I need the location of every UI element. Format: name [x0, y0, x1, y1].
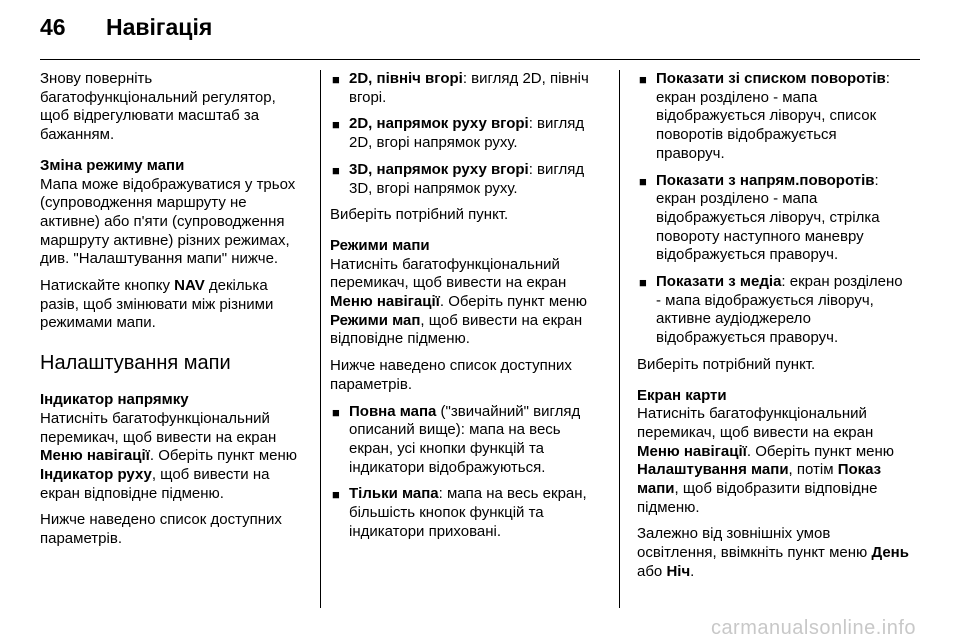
list-item: ■ 2D, напрямок руху вгорі: вигляд 2D, вгорі напрямок руху.	[332, 115, 585, 152]
page-number: 46	[40, 14, 66, 40]
paragraph: Натисніть багатофункціональний перемикач, щоб вивести на екран Меню навігації. Оберіть пункт меню Індикатор руху, щоб вивести на екран відповідне підменю.	[40, 409, 298, 502]
header-rule	[40, 59, 920, 60]
column-divider	[320, 70, 321, 608]
bullet-icon: ■	[332, 404, 340, 420]
paragraph: Натисніть багатофункціональний перемикач, щоб вивести на екран Меню навігації. Оберіть пункт меню Режими мап, щоб вивести на екран відповідне підменю.	[330, 255, 588, 348]
list-item: ■ Тільки мапа: мапа на весь екран, більшість кнопок функцій та індикатори приховані.	[332, 485, 587, 540]
menu-ref: Індикатор руху	[40, 465, 152, 483]
menu-ref: Режими мап	[330, 311, 421, 329]
list-item: ■ 3D, напрямок руху вгорі: вигляд 3D, вгорі напрямок руху.	[332, 160, 585, 197]
list-item: ■ Показати з медіа: екран розділено - мапа відображується ліворуч, активне аудіоджерело відображується праворуч.	[639, 273, 903, 347]
column-3	[637, 70, 909, 590]
map-modes-list	[330, 403, 602, 542]
indicator-heading: Індикатор напрямку	[40, 391, 189, 409]
modes-heading: Режими мапи	[330, 236, 430, 254]
page-header	[40, 14, 212, 50]
list-item: ■ Повна мапа ("звичайний" вигляд описаний вище): мапа на весь екран, усі кнопки функцій та індикатори відображуються.	[332, 402, 581, 476]
bullet-icon: ■	[332, 117, 340, 133]
section-heading: Налаштування мапи	[40, 352, 231, 375]
page-title: Навігація	[106, 14, 213, 40]
paragraph: Нижче наведено список доступних параметрів.	[330, 357, 572, 393]
column-1	[40, 70, 302, 557]
bullet-icon: ■	[332, 487, 340, 503]
paragraph: Натискайте кнопку NAV декілька разів, щоб змінювати між різними режимами мапи.	[40, 277, 274, 332]
paragraph: Залежно від зовнішніх умов освітлення, ввімкніть пункт меню День або Ніч.	[637, 525, 909, 580]
menu-ref: Показ мапи	[637, 461, 882, 498]
paragraph: Знову поверніть багатофункціональний регулятор, щоб відрегулювати масштаб за бажанням.	[40, 70, 276, 144]
bullet-icon: ■	[639, 275, 647, 291]
column-2	[330, 70, 602, 549]
menu-ref: Налаштування мапи	[637, 461, 789, 479]
bullet-icon: ■	[639, 72, 647, 87]
list-item: ■ 2D, північ вгорі: вигляд 2D, північ вгорі.	[332, 70, 589, 106]
list-item: ■ Показати з напрям.поворотів: екран розділено - мапа відображується ліворуч, стрілка повороту наступного маневру відображується праворуч.	[639, 171, 880, 264]
watermark: carmanualsonline.info	[710, 617, 916, 639]
menu-ref: Меню навігації	[40, 447, 150, 465]
list-item: ■ Показати зі списком поворотів: екран розділено - мапа відображується ліворуч, список поворотів відображується праворуч.	[639, 70, 890, 162]
view-options-list	[330, 70, 602, 198]
split-view-list	[637, 70, 909, 348]
paragraph: Натисніть багатофункціональний перемикач, щоб вивести на екран Меню навігації. Оберіть пункт меню Налаштування мапи, потім Показ мапи, щоб відобразити відповідне підменю.	[637, 405, 895, 516]
paragraph: Виберіть потрібний пункт.	[637, 355, 816, 373]
bullet-icon: ■	[332, 72, 340, 87]
paragraph: Нижче наведено список доступних параметрів.	[40, 511, 282, 548]
paragraph: Виберіть потрібний пункт.	[330, 206, 509, 224]
menu-ref: Меню навігації	[637, 442, 747, 460]
menu-ref: День	[871, 544, 909, 562]
mode-heading: Зміна режиму мапи	[40, 156, 185, 174]
menu-ref: Меню навігації	[330, 293, 440, 311]
bullet-icon: ■	[639, 173, 647, 189]
screen-heading: Екран карти	[637, 386, 727, 404]
menu-ref: Ніч	[666, 562, 691, 580]
bullet-icon: ■	[332, 162, 340, 178]
nav-button-label: NAV	[174, 277, 205, 295]
paragraph: Мапа може відображуватися у трьох (супроводження маршруту не активне) або п'яти (супроводження маршруту активне) різних режимах, див. "Налаштування мапи" нижче.	[40, 175, 296, 268]
column-divider	[619, 70, 620, 608]
